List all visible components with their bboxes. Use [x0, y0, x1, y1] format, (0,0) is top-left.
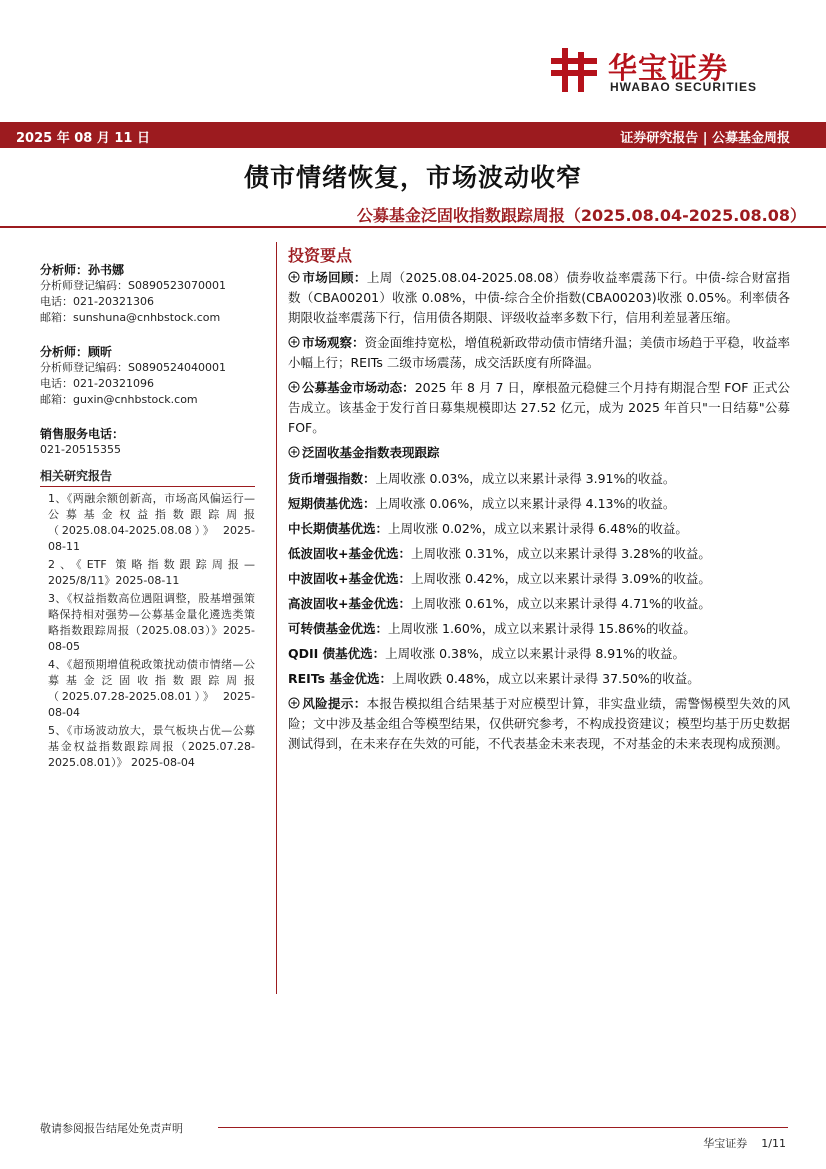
related-report-item[interactable]: 3、《权益指数高位遇阻调整，股基增强策略保持相对强势—公募基金量化遴选类策略指数跟踪周报（2025.08.03）》2025-08-05: [48, 592, 255, 653]
related-reports-title: 相关研究报告: [40, 468, 255, 487]
index-name: QDII 债基优选：: [288, 646, 386, 661]
index-value: 上周收涨 0.31%，成立以来累计录得 3.28%的收益。: [410, 546, 711, 561]
index-name: 中长期债基优选：: [288, 521, 389, 536]
column-divider: [276, 242, 277, 994]
bullet-icon: [288, 271, 300, 283]
report-type: 证券研究报告 | 公募基金周报: [620, 131, 790, 146]
market-review-text: 上周（2025.08.04-2025.08.08）债券收益率震荡下行。中债-综合财富指数（CBA00201）收涨 0.08%，中债-综合全价指数(CBA00203)收涨 0.05%。利率债各期限收益率震荡下行，信用债各期限、评级收益率多数下行，信用利差显著压缩。: [288, 270, 790, 325]
index-name: 低波固收+基金优选：: [288, 546, 411, 561]
index-row: [288, 669, 790, 689]
related-report-item[interactable]: 1、《两融余额创新高，市场高风偏运行—公募基金权益指数跟踪周报（2025.08.04-2025.08.08）》 2025-08-11: [48, 492, 255, 553]
related-report-item[interactable]: 2、《ETF 策略指数跟踪周报—2025/8/11》2025-08-11: [48, 558, 255, 587]
market-review-label: 市场回顾：: [302, 270, 367, 285]
index-row: [288, 544, 790, 564]
index-name: 可转债基金优选：: [288, 621, 389, 636]
analyst-card: [40, 344, 255, 408]
company-logo: [548, 44, 780, 96]
footer-page-info: [703, 1135, 786, 1151]
analyst-cert: 分析师登记编码：S0890523070001: [40, 279, 226, 292]
index-value: 上周收跌 0.48%，成立以来累计录得 37.50%的收益。: [391, 671, 700, 686]
index-value: 上周收涨 0.02%，成立以来累计录得 6.48%的收益。: [388, 521, 688, 536]
sidebar: [40, 262, 255, 773]
footer-brand: 华宝证券: [703, 1137, 748, 1150]
analyst-email[interactable]: 邮箱：sunshuna@cnhbstock.com: [40, 311, 221, 324]
index-name: REITs 基金优选：: [288, 671, 392, 686]
index-value: 上周收涨 0.06%，成立以来累计录得 4.13%的收益。: [375, 496, 676, 511]
index-value: 上周收涨 0.03%，成立以来累计录得 3.91%的收益。: [375, 471, 676, 486]
page-number: 1/11: [761, 1137, 786, 1150]
related-report-item[interactable]: 5、《市场波动放大，景气板块占优—公募基金权益指数跟踪周报（2025.07.28-2025.08.01）》 2025-08-04: [48, 724, 255, 769]
page-title: 债市情绪恢复，市场波动收窄: [243, 163, 582, 192]
bullet-icon: [288, 697, 300, 709]
market-review-paragraph: [288, 268, 790, 328]
analyst-name: 分析师：孙书娜: [40, 263, 125, 277]
analyst-name: 分析师：顾昕: [40, 345, 113, 359]
index-row: [288, 619, 790, 639]
sales-phone: 021-20515355: [40, 443, 121, 456]
bullet-icon: [288, 446, 300, 458]
title-divider: [0, 226, 826, 228]
analyst-phone: 电话：021-20321306: [40, 295, 154, 308]
risk-warning-label: 风险提示：: [302, 696, 367, 711]
index-name: 高波固收+基金优选：: [288, 596, 411, 611]
logo-mark-icon: [548, 44, 600, 96]
main-content: [288, 246, 790, 759]
related-report-item[interactable]: 4、《超预期增值税政策扰动债市情绪—公募基金泛固收指数跟踪周报（2025.07.28-2025.08.01）》 2025-08-04: [48, 658, 255, 719]
index-row: [288, 569, 790, 589]
logo-cn-name: 华宝证券: [608, 51, 729, 85]
index-performance-title: [288, 443, 790, 463]
index-row: [288, 469, 790, 489]
analyst-email[interactable]: 邮箱：guxin@cnhbstock.com: [40, 393, 198, 406]
index-value: 上周收涨 0.61%，成立以来累计录得 4.71%的收益。: [410, 596, 711, 611]
sales-contact: [40, 426, 255, 458]
analyst-cert: 分析师登记编码：S0890524040001: [40, 361, 226, 374]
section-title: 投资要点: [288, 246, 353, 265]
index-value: 上周收涨 1.60%，成立以来累计录得 15.86%的收益。: [388, 621, 696, 636]
index-row: [288, 494, 790, 514]
fund-dynamics-label: 公募基金市场动态：: [302, 380, 415, 395]
bullet-icon: [288, 336, 300, 348]
index-name: 货币增强指数：: [288, 471, 376, 486]
index-row: [288, 594, 790, 614]
report-header-bar: [0, 122, 826, 148]
sales-label: 销售服务电话：: [40, 427, 125, 441]
index-performance-title-text: 泛固收基金指数表现跟踪: [302, 445, 440, 460]
fund-dynamics-text: 2025 年 8 月 7 日，摩根盈元稳健三个月持有期混合型 FOF 正式公告成立。该基金于发行首日募集规模即达 27.52 亿元，成为 2025 年首只"一日结募"公募 FOF。: [288, 380, 790, 435]
footer-divider: [218, 1127, 788, 1128]
index-row: [288, 519, 790, 539]
risk-warning-text: 本报告模拟组合结果基于对应模型计算，非实盘业绩，需警惕模型失效的风险；文中涉及基金组合等模型结果，仅供研究参考，不构成投资建议；模型均基于历史数据测试得到，在未来存在失效的可能，不代表基金未来表现，不对基金的未来表现构成预测。: [288, 696, 790, 751]
logo-en-name: HWABAO SECURITIES: [610, 80, 758, 94]
risk-warning-paragraph: [288, 694, 790, 754]
footer-disclaimer[interactable]: 敬请参阅报告结尾处免责声明: [40, 1122, 183, 1135]
market-observation-text: 资金面维持宽松，增值税新政带动债市情绪升温；美债市场趋于平稳，收益率小幅上行；REITs 二级市场震荡，成交活跃度有所降温。: [288, 335, 790, 370]
page-subtitle: 公募基金泛固收指数跟踪周报（2025.08.04-2025.08.08）: [356, 206, 806, 225]
analyst-card: [40, 262, 255, 326]
fund-dynamics-paragraph: [288, 378, 790, 438]
analyst-phone: 电话：021-20321096: [40, 377, 154, 390]
index-value: 上周收涨 0.42%，成立以来累计录得 3.09%的收益。: [410, 571, 711, 586]
index-value: 上周收涨 0.38%，成立以来累计录得 8.91%的收益。: [385, 646, 686, 661]
report-date: 2025 年 08 月 11 日: [16, 131, 150, 146]
index-name: 中波固收+基金优选：: [288, 571, 411, 586]
bullet-icon: [288, 381, 300, 393]
market-observation-label: 市场观察：: [302, 335, 365, 350]
index-row: [288, 644, 790, 664]
market-observation-paragraph: [288, 333, 790, 373]
index-name: 短期债基优选：: [288, 496, 376, 511]
